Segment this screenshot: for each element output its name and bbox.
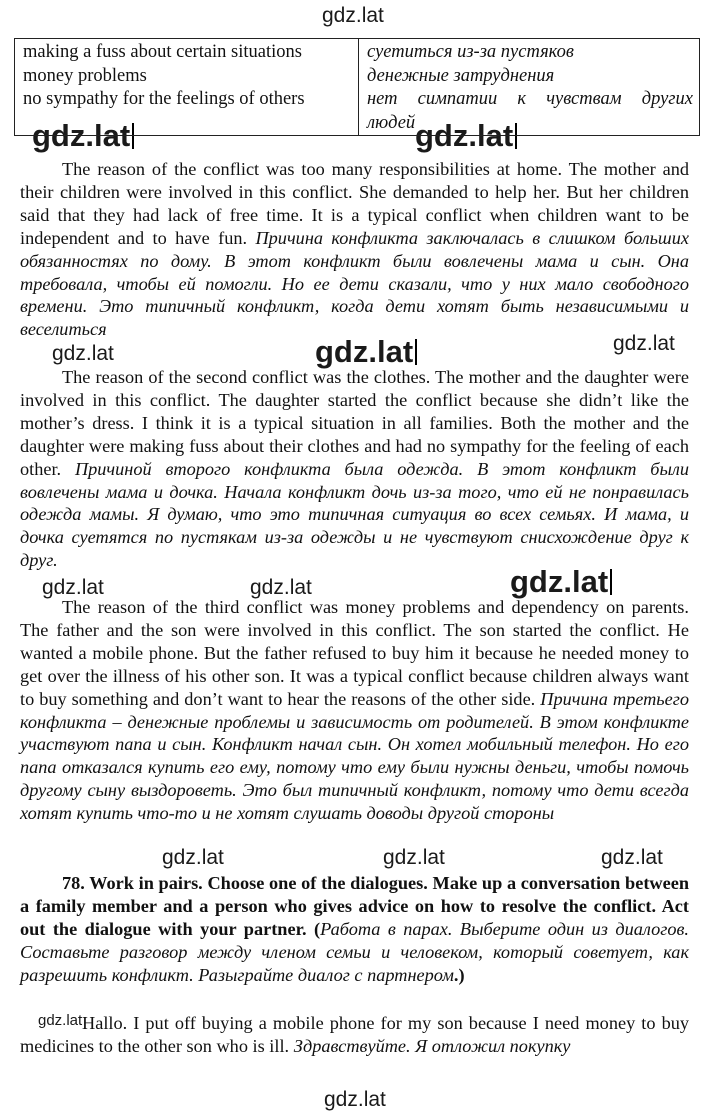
paragraph-english: The reason of the conflict was too many responsibilities at home. The mother and their children were involved in this conflict. She demanded to help her. But her children said that they had lack of free time. It is a typical conflict when children want to be independent and to have fun. xyxy=(20,159,689,248)
paragraph-russian: Причина третьего конфликта – денежные проблемы и зависимость от родителей. В этом конфликте участвуют папа и сын. Конфликт начал сын. Он хотел мобильный телефон. Но его папа отказался купить его ему, потому что ему были нужны деньги, чтобы помочь другому сыну выздороветь. Это был типичный конфликт, потому что дети всегда хотят купить что-то и не хотят слушать доводы другой стороны xyxy=(20,688,689,824)
watermark: gdz.lat xyxy=(415,118,517,154)
watermark: gdz.lat xyxy=(42,576,104,599)
vocabulary-translation: денежные затруднения xyxy=(367,65,555,86)
watermark: gdz.lat xyxy=(250,576,312,599)
vocabulary-row xyxy=(15,39,700,136)
dialogue-english: Hallo. I put off buying a mobile phone for my son because I need money to buy medicines to the other son who is ill. xyxy=(20,1013,689,1056)
paragraph-conflict-1 xyxy=(20,158,689,341)
watermark: gdz.lat xyxy=(32,118,134,154)
watermark: gdz.lat xyxy=(52,342,114,365)
exercise-task: 78. Work in pairs. Choose one of the dialogues. Make up a conversation between a family member and a person who gives advice on how to resolve the conflict. Act out the dialogue with your partner. xyxy=(20,873,689,939)
exercise-78 xyxy=(20,872,689,987)
paragraph-russian: Причина конфликта заключалась в слишком больших обязанностях по дому. В этот конфликт были вовлечены мама и сын. Она требовала, чтобы ей помогли. Но ее дети сказали, что у них мало свободного времени. Это типичный конфликт, когда дети хотят быть независимыми и веселиться xyxy=(20,227,689,340)
watermark: gdz.lat xyxy=(510,564,612,600)
vocabulary-translation: суетиться из-за пустяков xyxy=(367,42,574,62)
paragraph-russian: Причиной второго конфликта была одежда. В этот конфликт были вовлечены мама и дочка. Начала конфликт дочь из-за того, что ей не понравилась одежда мамы. Я думаю, что это типичная ситуация во всех семьях. И мама, и дочка суетятся по пустякам из-за одежды и не чувствуют снисхождение друг к друг. xyxy=(20,458,689,571)
paragraph-english: The reason of the second conflict was the clothes. The mother and the daughter were involved in this conflict. The daughter started the conflict because she didn’t like the mother’s dress. I think it is a typical situation in all families. Both the mother and the daughter were making fuss about their clothes and had no sympathy for the feeling of each other. xyxy=(20,367,689,479)
paragraph-conflict-2 xyxy=(20,366,689,572)
watermark-bottom: gdz.lat xyxy=(324,1088,386,1111)
watermark: gdz.lat xyxy=(315,334,417,370)
vocabulary-translation: людей xyxy=(367,112,416,133)
watermark-top: gdz.lat xyxy=(322,4,384,27)
dialogue-answer xyxy=(20,1012,689,1058)
vocabulary-term: making a fuss about certain situations xyxy=(23,42,302,62)
vocabulary-term: no sympathy for the feelings of others xyxy=(23,89,305,109)
watermark: gdz.lat xyxy=(383,846,445,869)
dialogue-russian: Здравствуйте. Я отложил покупку xyxy=(293,1035,571,1056)
watermark: gdz.lat xyxy=(613,332,675,355)
exercise-close-paren: .) xyxy=(453,964,465,985)
vocabulary-table xyxy=(14,38,700,136)
vocabulary-term: money problems xyxy=(23,65,147,86)
watermark: gdz.lat xyxy=(601,846,663,869)
vocabulary-translation: нет симпатии к чувствам других xyxy=(367,89,693,109)
vocabulary-english-cell xyxy=(15,39,359,136)
watermark: gdz.lat xyxy=(162,846,224,869)
exercise-translation: Работа в парах. Выберите один из диалогов. Составьте разговор между членом семьи и человеком, который советует, как разрешить конфликт. Разыграйте диалог с партнером xyxy=(20,918,689,985)
paragraph-english: The reason of the third conflict was money problems and dependency on parents. The father and the son were involved in this conflict. The son started the conflict. He wanted a mobile phone. But the father refused to buy him it because he needed money to get over the illness of his other son. It was a typical conflict because children always want to buy something and don’t want to hear the reasons of the other side. xyxy=(20,597,689,709)
exercise-open-paren: ( xyxy=(306,918,321,939)
paragraph-conflict-3 xyxy=(20,596,689,825)
vocabulary-russian-cell xyxy=(359,39,700,136)
watermark: gdz.lat xyxy=(38,1012,83,1029)
